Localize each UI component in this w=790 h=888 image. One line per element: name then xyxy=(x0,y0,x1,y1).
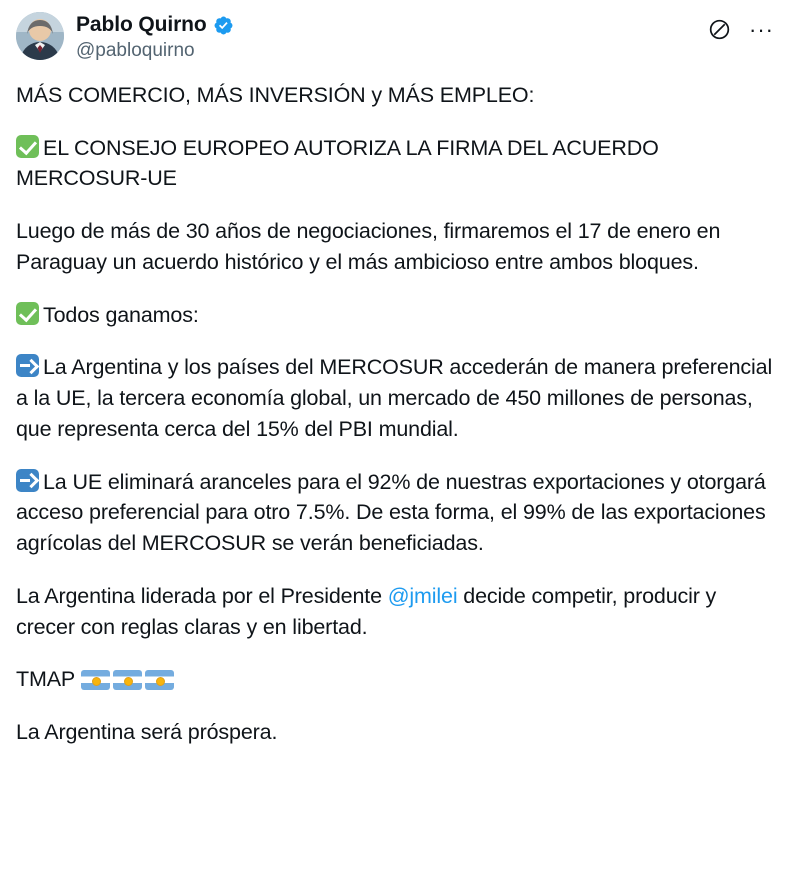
verified-badge-icon xyxy=(213,15,234,36)
mention-link-jmilei[interactable]: @jmilei xyxy=(387,583,458,608)
right-arrow-emoji xyxy=(16,354,39,377)
more-options-label: ··· xyxy=(749,16,774,42)
tweet-paragraph-7 xyxy=(16,581,774,642)
grok-icon[interactable] xyxy=(708,18,731,41)
tweet-paragraph-6-text: La UE eliminará aranceles para el 92% de nuestras exportaciones y otorgará acceso preferencial para otro 7.5%. De esta forma, el 99% de las exportaciones agrícolas del MERCOSUR se verán beneficiadas. xyxy=(16,469,766,556)
tweet-paragraph-9: La Argentina será próspera. xyxy=(16,720,278,744)
author-names xyxy=(76,12,708,62)
more-options-icon[interactable] xyxy=(749,16,774,42)
tweet-paragraph-2-text: EL CONSEJO EUROPEO AUTORIZA LA FIRMA DEL ACUERDO MERCOSUR-UE xyxy=(16,135,659,191)
tweet-text xyxy=(16,80,774,748)
white-check-mark-emoji xyxy=(16,302,39,325)
display-name-row[interactable] xyxy=(76,13,708,37)
white-check-mark-emoji xyxy=(16,135,39,158)
tweet-paragraph-5 xyxy=(16,352,774,444)
argentina-flag-emoji xyxy=(145,670,174,690)
tweet-header xyxy=(16,10,774,62)
tweet-paragraph-7-before: La Argentina liderada por el Presidente xyxy=(16,583,388,608)
tweet-paragraph-5-text: La Argentina y los países del MERCOSUR accederán de manera preferencial a la UE, la tercera economía global, un mercado de 450 millones de personas, que representa cerca del 15% del PBI mundial. xyxy=(16,355,773,441)
tweet-paragraph-7-after: decide competir, producir y crecer con reglas claras y en libertad. xyxy=(16,583,717,639)
right-arrow-emoji xyxy=(16,469,39,492)
tweet-paragraph-6 xyxy=(16,467,774,559)
tweet-paragraph-8-text: TMAP xyxy=(16,667,75,692)
display-name: Pablo Quirno xyxy=(76,13,207,36)
author-handle[interactable]: @pabloquirno xyxy=(76,40,195,62)
header-actions xyxy=(708,12,774,41)
avatar[interactable] xyxy=(16,12,64,60)
tweet-paragraph-8 xyxy=(16,664,774,695)
argentina-flag-emoji xyxy=(113,670,142,690)
tweet-paragraph-4 xyxy=(16,300,774,331)
tweet-paragraph-1: MÁS COMERCIO, MÁS INVERSIÓN y MÁS EMPLEO: xyxy=(16,82,535,107)
argentina-flag-emoji xyxy=(81,670,110,690)
tweet-paragraph-4-text: Todos ganamos: xyxy=(43,302,199,327)
tweet-paragraph-3: Luego de más de 30 años de negociaciones, firmaremos el 17 de enero en Paraguay un acuerdo histórico y el más ambicioso entre ambos bloques. xyxy=(16,219,721,274)
tweet-paragraph-2 xyxy=(16,133,774,194)
